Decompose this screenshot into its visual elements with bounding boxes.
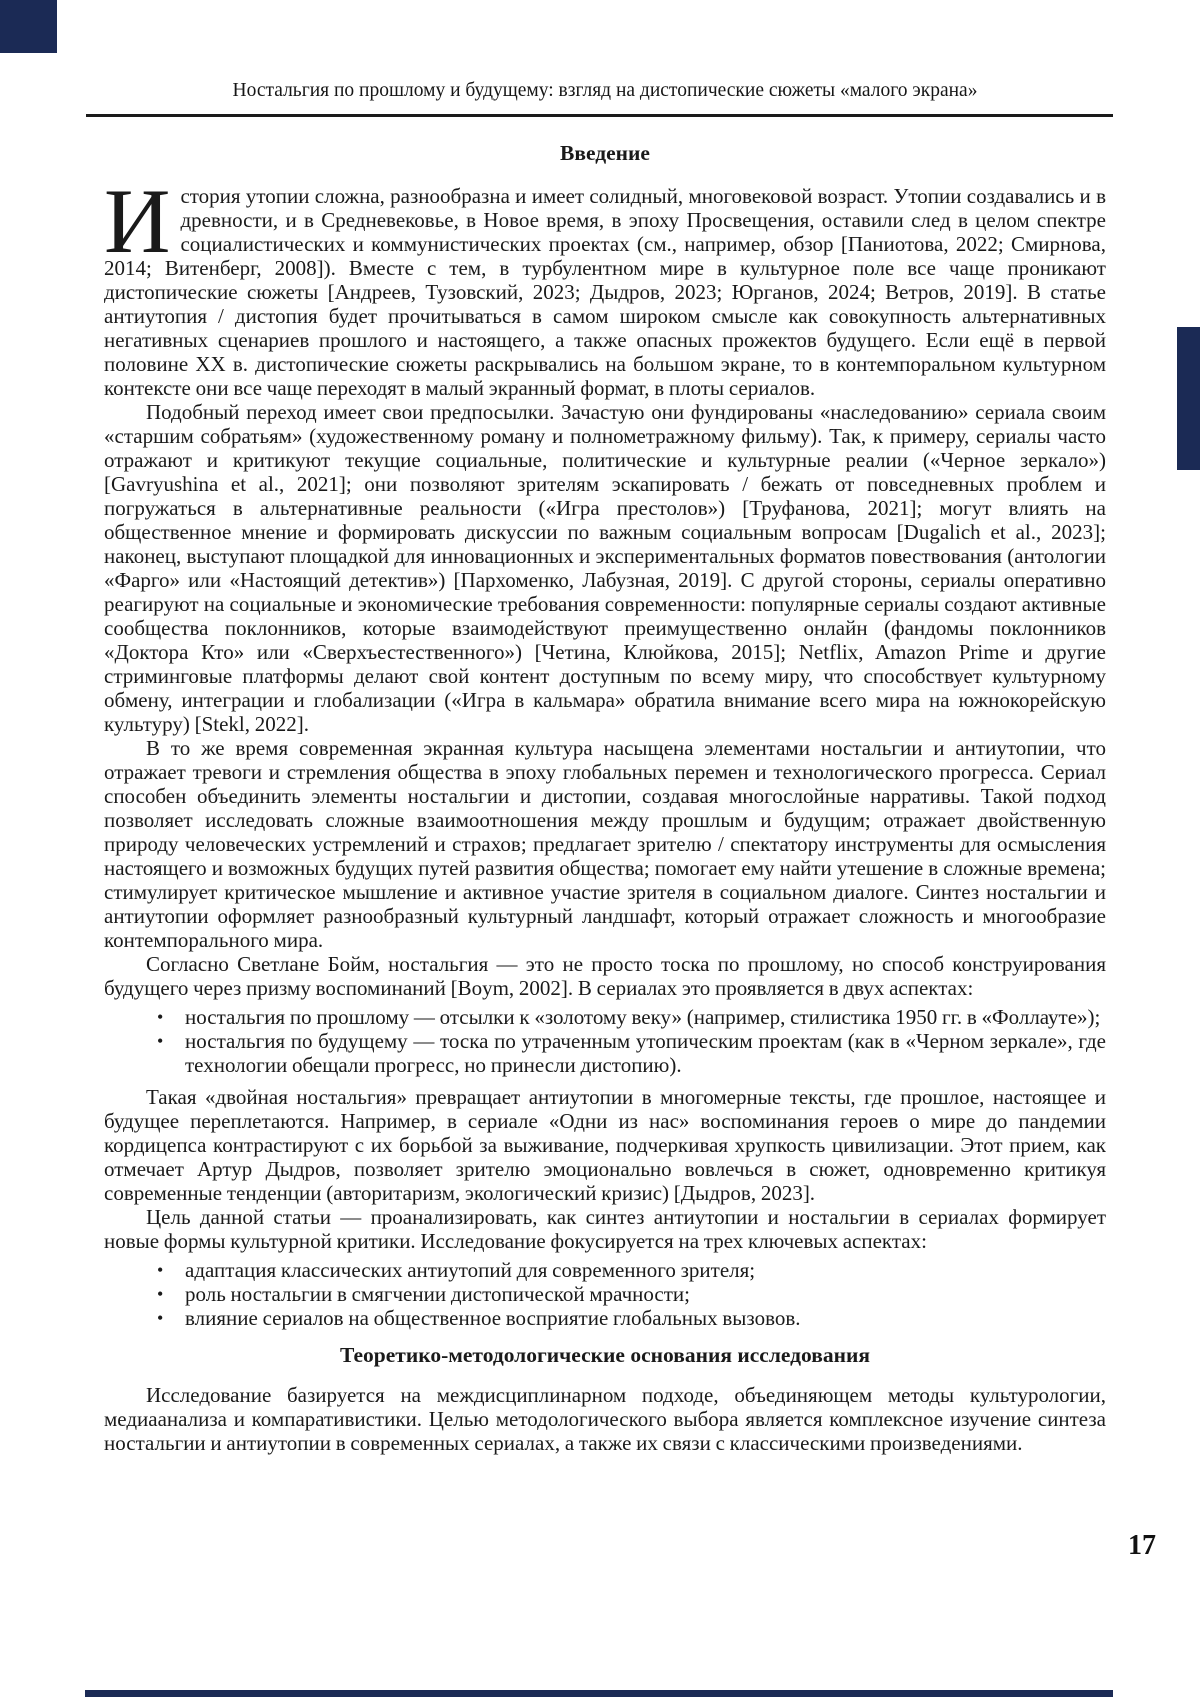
paragraph-7: Исследование базируется на междисциплинарном подходе, объединяющем методы культурологии, медиаанализа и компаративистики. Целью методологического выбора является комплексное изучение синтеза ностальгии и антиутопии в современных сериалах, а также их связи с классическими произведениями. [104, 1383, 1106, 1455]
list-item: • ностальгия по будущему — тоска по утраченным утопическим проектам (как в «Черном зеркале», где технологии обещали прогресс, но принесли дистопию). [104, 1029, 1106, 1077]
paragraph-5: Такая «двойная ностальгия» превращает антиутопии в многомерные тексты, где прошлое, настоящее и будущее переплетаются. Например, в сериале «Одни из нас» воспоминания героев о мире до пандемии кордицепса контрастируют с их борьбой за выживание, подчеркивая хрупкость цивилизации. Этот прием, как отмечает Артур Дыдров, позволяет зрителю эмоционально вовлечься в сюжет, одновременно критикуя современные тенденции (авторитаризм, экологический кризис) [Дыдров, 2023]. [104, 1085, 1106, 1205]
paragraph-2: Подобный переход имеет свои предпосылки. Зачастую они фундированы «наследованию» сериала своим «старшим собратьям» (художественному роману и полнометражному фильму). Так, к примеру, сериалы часто отражают и критикуют текущие социальные, политические и культурные реалии («Черное зеркало») [Gavryushina et al., 2021]; они позволяют зрителям эскапировать / бежать от повседневных проблем и погружаться в альтернативные реальности («Игра престолов») [Труфанова, 2021]; могут влиять на общественное мнение и формировать дискуссии по важным социальным вопросам [Dugalich et al., 2023]; наконец, выступают площадкой для инновационных и экспериментальных форматов повествования (антологии «Фарго» или «Настоящий детектив») [Пархоменко, Лабузная, 2019]. С другой стороны, сериалы оперативно реагируют на социальные и экономические требования современности: популярные сериалы создают активные сообщества поклонников, которые взаимодействуют преимущественно онлайн (фандомы поклонников «Доктора Кто» или «Сверхъестественного») [Четина, Клюйкова, 2015]; Netflix, Amazon Prime и другие стриминговые платформы делают свой контент доступным по всему миру, что способствует культурному обмену, интеграции и глобализации («Игра в кальмара» обратила внимание всего мира на южнокорейскую культуру) [Stekl, 2022]. [104, 400, 1106, 736]
paragraph-4: Согласно Светлане Бойм, ностальгия — это не просто тоска по прошлому, но способ конструирования будущего через призму воспоминаний [Boym, 2002]. В сериалах это проявляется в двух аспектах: [104, 952, 1106, 1000]
list-item: • ностальгия по прошлому — отсылки к «золотому веку» (например, стилистика 1950 гг. в «Фоллауте»); [104, 1005, 1106, 1029]
paragraph-6: Цель данной статьи — проанализировать, как синтез антиутопии и ностальгии в сериалах формирует новые формы культурной критики. Исследование фокусируется на трех ключевых аспектах: [104, 1205, 1106, 1253]
paragraph-3: В то же время современная экранная культура насыщена элементами ностальгии и антиутопии, что отражает тревоги и стремления общества в эпоху глобальных перемен и технологического прогресса. Сериал способен объединить элементы ностальгии и дистопии, создавая многослойные нарративы. Такой подход позволяет исследовать сложные взаимоотношения между прошлым и будущим; отражает двойственную природу человеческих устремлений и страхов; предлагает зрителю / спектатору инструменты для осмысления настоящего и возможных будущих путей развития общества; помогает ему найти утешение в сложные времена; стимулирует критическое мышление и активное участие зрителя в социальном диалоге. Синтез ностальгии и антиутопии оформляет разнообразный культурный ландшафт, который отражает сложность и многообразие контемпорального мира. [104, 736, 1106, 952]
paragraph-1 [104, 170, 1106, 400]
intro-heading: Введение [560, 141, 650, 165]
list-item: • адаптация классических антиутопий для современного зрителя; [104, 1258, 1106, 1282]
side-accent-tab [1177, 327, 1200, 470]
corner-accent-square [0, 0, 57, 53]
bottom-accent-bar [85, 1690, 1113, 1697]
list-item: • влияние сериалов на общественное восприятие глобальных вызовов. [104, 1306, 1106, 1330]
article-body [104, 140, 1106, 1455]
drop-cap: И [104, 170, 171, 272]
page-number: 17 [1128, 1530, 1156, 1561]
list-item: • роль ностальгии в смягчении дистопической мрачности; [104, 1282, 1106, 1306]
running-head: Ностальгия по прошлому и будущему: взгляд на дистопические сюжеты «малого экрана» [232, 80, 978, 101]
header-rule [86, 114, 1113, 117]
paragraph-1-text: стория утопии сложна, разнообразна и имеет солидный, многовековой возраст. Утопии создавались и в древности, и в Средневековье, в Новое время, в эпоху Просвещения, оставили след в целом спектре социалистических и коммунистических проектах (см., например, обзор [Паниотова, 2022; Смирнова, 2014; Витенберг, 2008]). Вместе с тем, в турбулентном мире в культурное поле все чаще проникают дистопические сюжеты [Андреев, Тузовский, 2023; Дыдров, 2023; Юрганов, 2024; Ветров, 2019]. В статье антиутопия / дистопия будет прочитываться в самом широком смысле как совокупность альтернативных негативных сценариев прошлого и настоящего, а также опасных прожектов будущего. Если ещё в первой половине XX в. дистопические сюжеты раскрывались на большом экране, то в контемпоральном культурном контексте они все чаще переходят в малый экранный формат, в плоты сериалов. [104, 184, 1106, 400]
research-aspects-list [104, 1258, 1106, 1330]
nostalgia-aspects-list [104, 1005, 1106, 1077]
theory-heading: Теоретико-методологические основания исследования [339, 1343, 871, 1367]
